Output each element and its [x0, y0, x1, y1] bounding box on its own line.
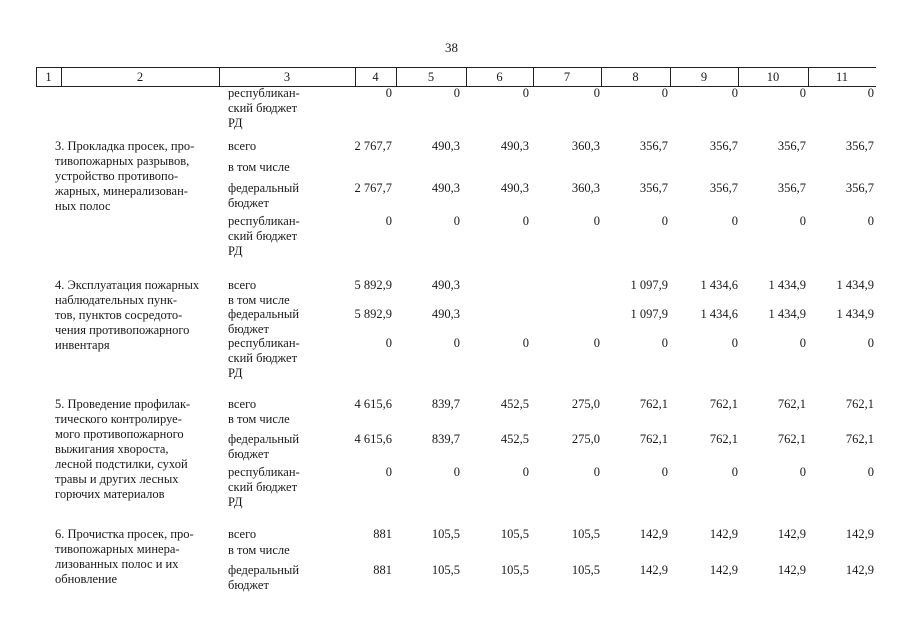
value-cell: 490,3 — [500, 181, 529, 195]
row-item-text: 4. Эксплуатация пожарных — [55, 278, 200, 292]
row-item-text: ных полос — [55, 199, 111, 213]
budget-label: федеральный — [228, 181, 300, 195]
value-cell: 881 — [373, 563, 392, 577]
value-cell: 839,7 — [431, 397, 460, 411]
value-cell: 142,9 — [777, 563, 806, 577]
value-cell: 762,1 — [845, 397, 874, 411]
value-cell: 2 767,7 — [354, 181, 392, 195]
value-cell: 1 434,6 — [700, 278, 738, 292]
value-cell: 0 — [661, 86, 668, 100]
budget-label: республикан- — [228, 86, 300, 100]
value-cell: 0 — [593, 336, 600, 350]
budget-label: республикан- — [228, 214, 300, 228]
row-item-text: лизованных полос и их — [55, 557, 179, 571]
value-cell: 0 — [731, 465, 738, 479]
value-cell: 356,7 — [709, 139, 738, 153]
value-cell: 1 097,9 — [630, 307, 668, 321]
value-cell: 762,1 — [777, 397, 806, 411]
row-item-text: лесной подстилки, сухой — [55, 457, 188, 471]
row-item-text: тического контролируе- — [55, 412, 182, 426]
row-item-text: обновление — [55, 572, 117, 586]
row-item-text: устройство противопо- — [55, 169, 179, 183]
value-cell: 356,7 — [639, 181, 668, 195]
value-cell: 1 434,9 — [836, 278, 874, 292]
budget-label: в том числе — [228, 543, 290, 557]
value-cell: 142,9 — [709, 563, 738, 577]
header-cell: 11 — [835, 70, 849, 84]
value-cell: 490,3 — [431, 278, 460, 292]
value-cell: 0 — [593, 214, 600, 228]
value-cell: 356,7 — [709, 181, 738, 195]
value-cell: 142,9 — [777, 527, 806, 541]
value-cell: 490,3 — [431, 139, 460, 153]
value-cell: 0 — [453, 465, 460, 479]
value-cell: 0 — [867, 214, 874, 228]
budget-label: всего — [228, 397, 257, 411]
budget-label: РД — [228, 495, 243, 509]
budget-label: в том числе — [228, 412, 290, 426]
budget-label: бюджет — [228, 322, 269, 336]
value-cell: 105,5 — [500, 527, 529, 541]
value-cell: 0 — [661, 336, 668, 350]
value-cell: 0 — [385, 336, 392, 350]
row-item-text: тивопожарных минера- — [55, 542, 180, 556]
value-cell: 0 — [522, 336, 529, 350]
budget-label: ский бюджет — [228, 101, 298, 115]
value-cell: 0 — [453, 86, 460, 100]
value-cell: 5 892,9 — [354, 278, 392, 292]
budget-label: ский бюджет — [228, 480, 298, 494]
budget-label: в том числе — [228, 293, 290, 307]
value-cell: 4 615,6 — [354, 397, 392, 411]
row-item-text: травы и других лесных — [55, 472, 179, 486]
row-item-text: жарных, минерализован- — [55, 184, 188, 198]
budget-label: республикан- — [228, 465, 300, 479]
value-cell: 275,0 — [571, 432, 600, 446]
value-cell: 1 434,9 — [836, 307, 874, 321]
value-cell: 0 — [731, 336, 738, 350]
value-cell: 0 — [867, 336, 874, 350]
value-cell: 0 — [385, 214, 392, 228]
value-cell: 360,3 — [571, 139, 600, 153]
budget-label: в том числе — [228, 160, 290, 174]
budget-label: всего — [228, 139, 257, 153]
header-cell: 10 — [766, 70, 780, 84]
value-cell: 105,5 — [571, 563, 600, 577]
value-cell: 452,5 — [500, 432, 529, 446]
value-cell: 0 — [867, 86, 874, 100]
page-number: 38 — [445, 40, 458, 55]
value-cell: 142,9 — [845, 563, 874, 577]
budget-label: РД — [228, 366, 243, 380]
value-cell: 105,5 — [500, 563, 529, 577]
value-cell: 142,9 — [845, 527, 874, 541]
header-cell: 7 — [563, 70, 571, 84]
value-cell: 881 — [373, 527, 392, 541]
row-item-text: выжигания хвороста, — [55, 442, 169, 456]
value-cell: 452,5 — [500, 397, 529, 411]
header-cell: 9 — [700, 70, 708, 84]
row-item-text: 3. Прокладка просек, про- — [55, 139, 195, 153]
budget-label: бюджет — [228, 447, 269, 461]
value-cell: 490,3 — [500, 139, 529, 153]
budget-label: РД — [228, 116, 243, 130]
value-cell: 1 434,9 — [768, 278, 806, 292]
budget-label: федеральный — [228, 307, 300, 321]
row-item-text: инвентаря — [55, 338, 110, 352]
value-cell: 0 — [731, 86, 738, 100]
value-cell: 142,9 — [639, 563, 668, 577]
value-cell: 1 434,6 — [700, 307, 738, 321]
value-cell: 762,1 — [777, 432, 806, 446]
value-cell: 0 — [522, 465, 529, 479]
value-cell: 275,0 — [571, 397, 600, 411]
value-cell: 0 — [799, 86, 806, 100]
value-cell: 490,3 — [431, 181, 460, 195]
budget-label: федеральный — [228, 432, 300, 446]
value-cell: 1 434,9 — [768, 307, 806, 321]
budget-label: федеральный — [228, 563, 300, 577]
value-cell: 2 767,7 — [354, 139, 392, 153]
value-cell: 0 — [453, 214, 460, 228]
value-cell: 5 892,9 — [354, 307, 392, 321]
budget-label: республикан- — [228, 336, 300, 350]
header-cell: 5 — [427, 70, 435, 84]
value-cell: 0 — [522, 214, 529, 228]
row-item-text: мого противопожарного — [55, 427, 184, 441]
header-cell: 4 — [372, 70, 379, 84]
value-cell: 105,5 — [431, 527, 460, 541]
value-cell: 839,7 — [431, 432, 460, 446]
header-cell: 8 — [632, 70, 639, 84]
row-item-text: горючих материалов — [55, 487, 165, 501]
value-cell: 0 — [453, 336, 460, 350]
value-cell: 762,1 — [639, 432, 668, 446]
value-cell: 1 097,9 — [630, 278, 668, 292]
value-cell: 0 — [593, 465, 600, 479]
value-cell: 142,9 — [639, 527, 668, 541]
budget-label: ский бюджет — [228, 351, 298, 365]
value-cell: 105,5 — [431, 563, 460, 577]
value-cell: 356,7 — [777, 181, 806, 195]
budget-label: бюджет — [228, 196, 269, 210]
value-cell: 142,9 — [709, 527, 738, 541]
value-cell: 0 — [661, 214, 668, 228]
budget-label: всего — [228, 278, 257, 292]
value-cell: 0 — [385, 465, 392, 479]
budget-label: РД — [228, 244, 243, 258]
value-cell: 0 — [385, 86, 392, 100]
budget-label: всего — [228, 527, 257, 541]
value-cell: 105,5 — [571, 527, 600, 541]
header-cell: 2 — [136, 70, 144, 84]
value-cell: 356,7 — [845, 181, 874, 195]
row-item-text: наблюдательных пунк- — [55, 293, 178, 307]
row-item-text: тов, пунктов сосредото- — [55, 308, 183, 322]
value-cell: 762,1 — [709, 397, 738, 411]
header-cell: 6 — [496, 70, 503, 84]
budget-label: бюджет — [228, 578, 269, 592]
value-cell: 4 615,6 — [354, 432, 392, 446]
value-cell: 360,3 — [571, 181, 600, 195]
table-header-row — [36, 67, 876, 87]
value-cell: 0 — [799, 465, 806, 479]
header-cell: 1 — [45, 70, 52, 84]
value-cell: 762,1 — [709, 432, 738, 446]
value-cell: 762,1 — [845, 432, 874, 446]
value-cell: 0 — [867, 465, 874, 479]
row-item-text: 5. Проведение профилак- — [55, 397, 191, 411]
value-cell: 356,7 — [639, 139, 668, 153]
value-cell: 0 — [593, 86, 600, 100]
row-item-text: 6. Прочистка просек, про- — [55, 527, 194, 541]
value-cell: 0 — [731, 214, 738, 228]
value-cell: 356,7 — [777, 139, 806, 153]
row-item-text: чения противопожарного — [55, 323, 190, 337]
value-cell: 356,7 — [845, 139, 874, 153]
value-cell: 0 — [661, 465, 668, 479]
value-cell: 762,1 — [639, 397, 668, 411]
row-item-text: тивопожарных разрывов, — [55, 154, 190, 168]
value-cell: 0 — [799, 214, 806, 228]
header-cell: 3 — [283, 70, 291, 84]
value-cell: 490,3 — [431, 307, 460, 321]
budget-label: ский бюджет — [228, 229, 298, 243]
value-cell: 0 — [799, 336, 806, 350]
value-cell: 0 — [522, 86, 529, 100]
